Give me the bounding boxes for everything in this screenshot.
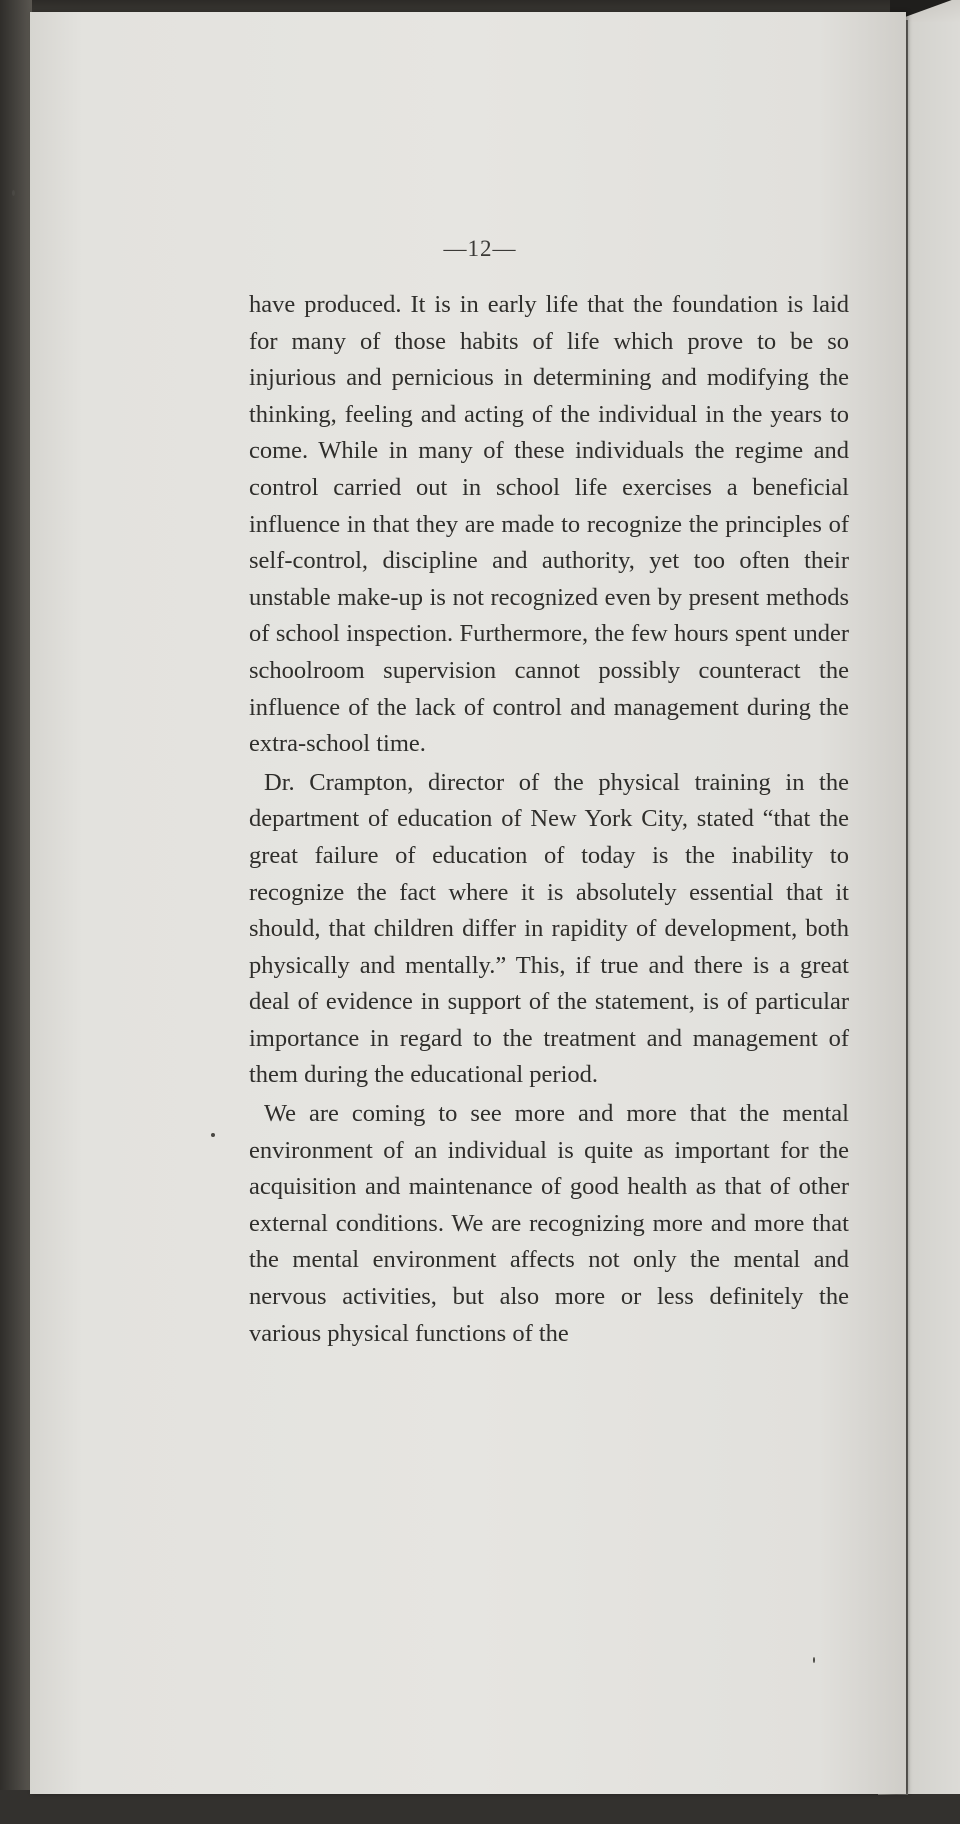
scan-left-border [0,0,32,1824]
ink-speck [211,1133,215,1137]
paragraph-3: We are coming to see more and more that the mental environment of an individual is quite as important for the acquisition and maintenance of good health as that of other external conditions. We are recognizing more and more that the mental environment affects not only the mental and nervous activities, but also more or less definitely the various physical functions of the [249,1100,849,1347]
page-number: —12— [443,236,517,261]
facing-page-edge [906,22,960,1794]
paragraph-1: have produced. It is in early life that the foundation is laid for many of those habits of life which prove to be so injurious and pernicious in determining and modifying the thinking, feeling and acting of the individual in the years to come. While in many of these individuals the regime and control carried out in school life exercises a beneficial influence in that they are made to recognize the principles of self-control, discipline and authority, yet too often their unstable make-up is not recognized even by present methods of school inspection. Furthermore, the few hours spent under schoolroom supervision cannot possibly counteract the influence of the lack of control and management during the extra-school time. [249,291,849,758]
ink-speck [813,1657,815,1663]
scan-bottom-border [0,1790,960,1824]
paragraph-2: Dr. Crampton, director of the physical training in the department of education of New York City, stated “that the great failure of education of today is the inability to recognize the fact where it is absolutely essential that it should, that children differ in rapidity of development, both physically and mentally.” This, if true and there is a great deal of evidence in support of the statement, is of particular importance in regard to the treatment and management of them during the educational period. [249,768,849,1089]
page-body [249,287,849,1352]
ink-speck [12,190,15,196]
